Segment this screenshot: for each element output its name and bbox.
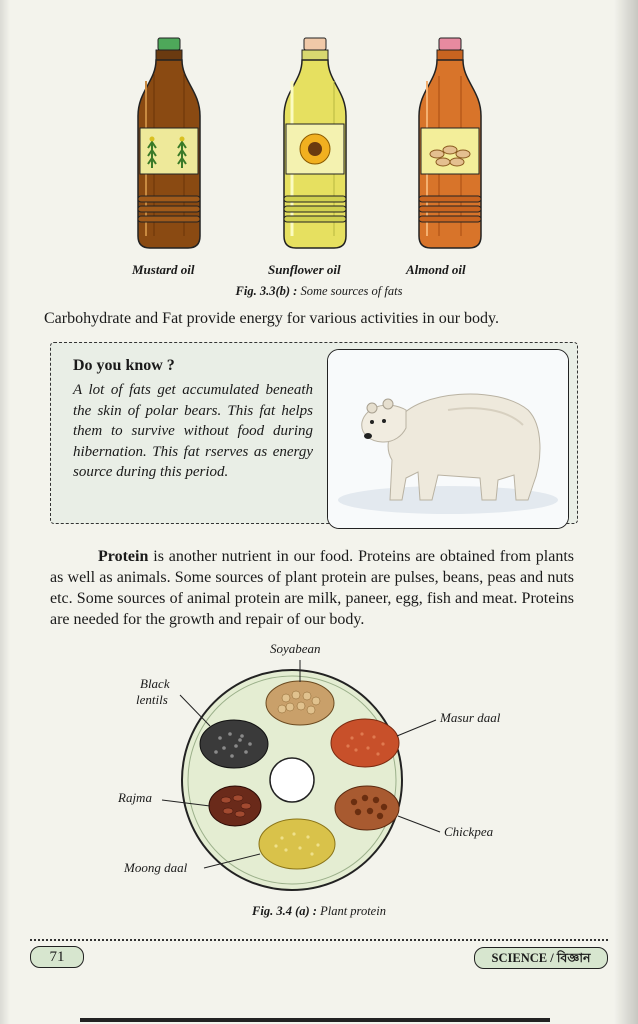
label-moong-daal: Moong daal xyxy=(124,860,188,875)
footer-dotted-rule xyxy=(30,939,608,941)
label-black-lentils-line1: Black xyxy=(140,676,170,691)
protein-paragraph-rest: is another nutrient in our food. Proteins are obtained from plants as well as animals. Some sources of plant protein are pulses, beans, peas and nuts etc. Some sources of animal protein are milk, paneer, egg, fish and meat. Proteins are needed for the growth and repair of our body. xyxy=(50,548,574,628)
polar-bear-image xyxy=(327,349,569,529)
protein-term: Protein xyxy=(98,548,149,565)
almond-oil-bottle xyxy=(415,36,485,251)
fats-figure xyxy=(120,36,500,306)
label-sunflower-oil: Sunflower oil xyxy=(268,262,341,277)
page-number: 71 xyxy=(30,946,84,968)
fats-caption-number: Fig. 3.3(b) : xyxy=(235,284,298,298)
bottom-edge-rule xyxy=(80,1018,550,1022)
do-you-know-text: A lot of fats get accumulated beneath the skin of polar bears. This fat helps them to survive without food during hibernation. This fat rserves as energy source during this period. xyxy=(73,382,313,480)
plant-protein-figure xyxy=(100,640,550,910)
protein-figure-caption xyxy=(0,904,638,919)
energy-sentence: Carbohydrate and Fat provide energy for various activities in our body. xyxy=(44,310,499,327)
protein-paragraph-text xyxy=(50,546,574,630)
label-black-lentils-line2: lentils xyxy=(136,692,168,707)
protein-caption-number: Fig. 3.4 (a) : xyxy=(252,904,317,918)
sunflower-oil-bottle xyxy=(280,36,350,251)
page-edge-shadow-right xyxy=(614,0,638,1024)
do-you-know-box xyxy=(50,342,578,524)
subject-badge: SCIENCE / বিজ্ঞান xyxy=(474,947,608,969)
protein-paragraph xyxy=(50,546,574,630)
label-soyabean: Soyabean xyxy=(270,641,321,656)
do-you-know-title: Do you know ? xyxy=(73,357,175,374)
fats-figure-caption xyxy=(0,284,638,299)
fats-caption-text: Some sources of fats xyxy=(300,284,403,298)
label-almond-oil: Almond oil xyxy=(406,262,466,277)
label-rajma: Rajma xyxy=(118,790,152,805)
label-chickpea: Chickpea xyxy=(444,824,494,839)
protein-caption-text: Plant protein xyxy=(320,904,386,918)
label-masur-daal: Masur daal xyxy=(440,710,501,725)
label-mustard-oil: Mustard oil xyxy=(132,262,195,277)
page-edge-shadow-left xyxy=(0,0,10,1024)
mustard-oil-bottle xyxy=(134,36,204,251)
